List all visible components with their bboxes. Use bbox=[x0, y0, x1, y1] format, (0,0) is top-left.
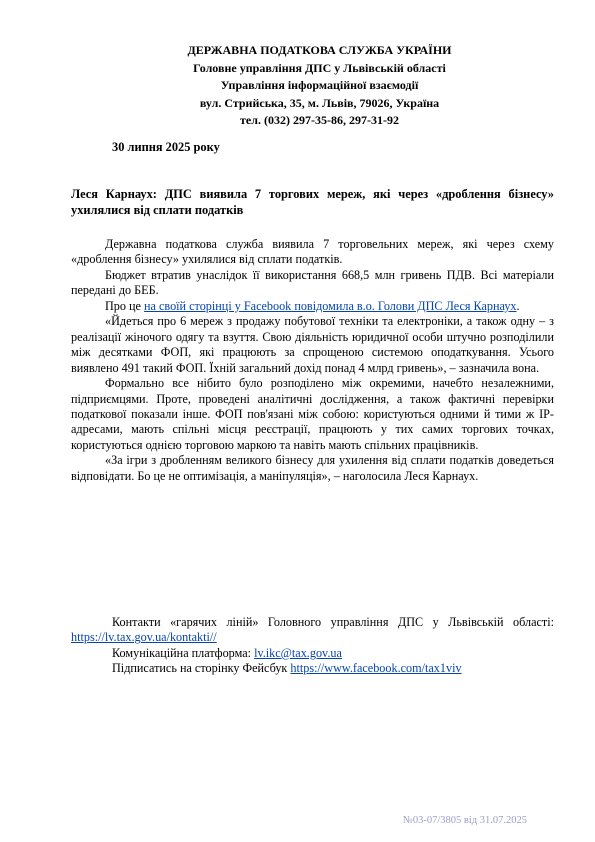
registration-stamp: №03-07/3805 від 31.07.2025 bbox=[402, 815, 527, 826]
paragraph: «Йдеться про 6 мереж з продажу побутової техніки та електроніки, а також одну – з реалізації жіночого одягу та взуття. Свою діяльність юридичної особи штучно розподілили між десятками ФОП, які працюють за спрощеною системою оподаткування. Усього виявлено 491 такий ФОП. Їхній загальний дохід понад 4 млрд гривень», – зазначила вона. bbox=[71, 314, 554, 375]
paragraph: Формально все нібито було розподілено між окремими, начебто незалежними, підприємцями. Проте, проведені аналітичні дослідження, а також фактичні перевірки податкової показали інше. ФОП пов'язані між собою: користуються одними й тими ж IP-адресами, мають спільні місця реєстрації, працюють у тих самих торгових точках, користуються однією торговою маркою та навіть мають спільних працівників. bbox=[71, 376, 554, 452]
paragraph: Бюджет втратив унаслідок її використання 668,5 млн гривень ПДВ. Всі матеріали передані до БЕБ. bbox=[71, 267, 554, 298]
contacts-block bbox=[71, 615, 554, 677]
phone: тел. (032) 297-35-86, 297-31-92 bbox=[240, 113, 399, 127]
agency-name: ДЕРЖАВНА ПОДАТКОВА СЛУЖБА УКРАЇНИ bbox=[187, 43, 452, 57]
document-date: 30 липня 2025 року bbox=[112, 140, 220, 154]
facebook-line: Підписатись на сторінку Фейсбук https://www.facebook.com/tax1viv bbox=[112, 661, 462, 676]
department-name: Головне управління ДПС у Львівській області bbox=[193, 60, 446, 75]
address: вул. Стрийська, 35, м. Львів, 79026, Україна bbox=[199, 95, 440, 110]
platform-line: Комунікаційна платформа: lv.ikc@tax.gov.ua bbox=[112, 645, 342, 660]
facebook-post-link[interactable]: на своїй сторінці у Facebook повідомила в.о. Голови ДПС Леся Карнаух bbox=[144, 298, 517, 313]
email-link[interactable]: lv.ikc@tax.gov.ua bbox=[254, 645, 342, 660]
paragraph: Про це на своїй сторінці у Facebook повідомила в.о. Голови ДПС Леся Карнаух. bbox=[105, 298, 520, 313]
paragraph: Державна податкова служба виявила 7 торговельних мереж, які через схему «дроблення бізнесу» ухилялися від сплати податків. bbox=[71, 237, 554, 267]
hotlines-line: Контакти «гарячих ліній» Головного управління ДПС у Львівській області: https://lv.tax.gov.ua/kontakti// bbox=[71, 615, 554, 645]
article-body bbox=[71, 237, 554, 484]
article-title: Леся Карнаух: ДПС виявила 7 торгових мереж, які через «дроблення бізнесу» ухилялися від сплати податків bbox=[71, 187, 554, 217]
paragraph: «За ігри з дробленням великого бізнесу для ухилення від сплати податків доведеться відповідати. Бо це не оптимізація, а маніпуляція», – наголосила Леся Карнаух. bbox=[71, 453, 554, 483]
hotlines-link[interactable]: https://lv.tax.gov.ua/kontakti// bbox=[71, 630, 217, 645]
division-name: Управління інформаційної взаємодії bbox=[220, 78, 419, 92]
facebook-page-link[interactable]: https://www.facebook.com/tax1viv bbox=[290, 661, 462, 676]
letterhead bbox=[0, 42, 595, 130]
